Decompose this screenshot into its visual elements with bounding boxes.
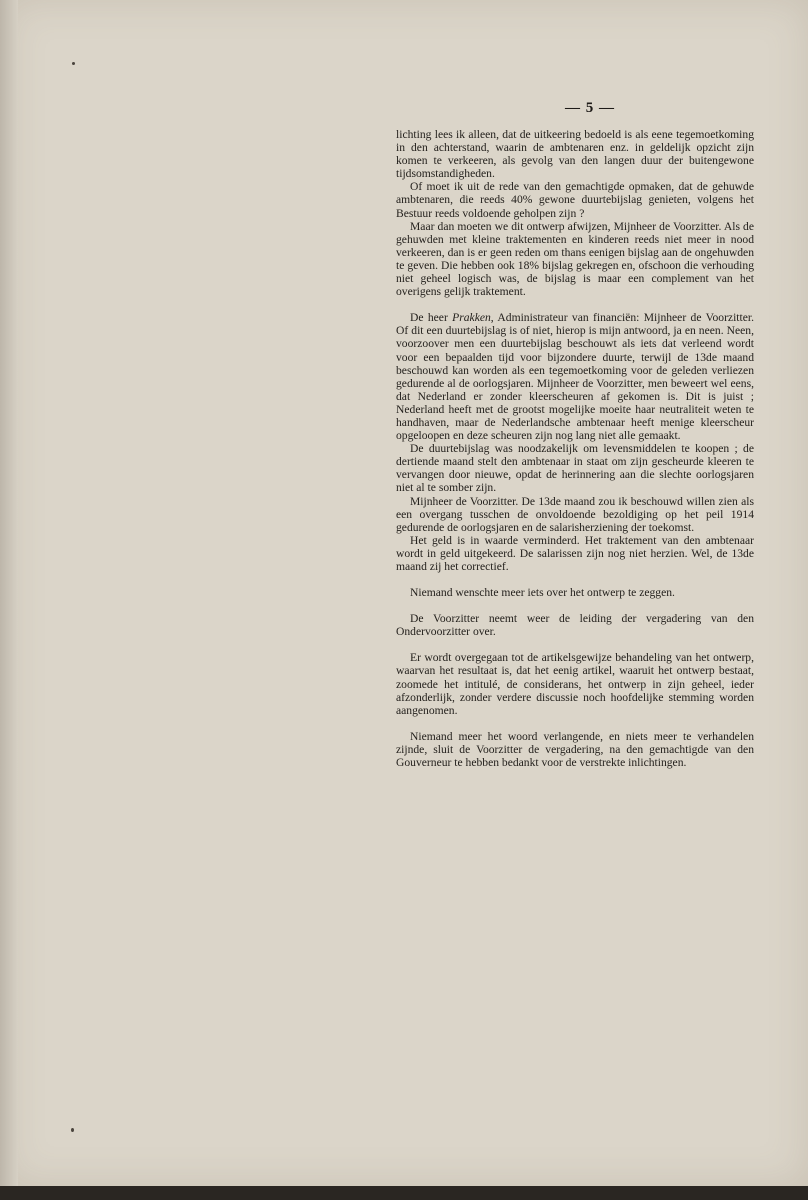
page-left-edge <box>0 0 18 1200</box>
paragraph-8: Niemand wenschte meer iets over het ontwerp te zeggen. <box>410 586 675 600</box>
paragraph-4-lead: De heer <box>410 311 453 325</box>
text-column <box>396 128 754 769</box>
paragraph-3: Maar dan moeten we dit ontwerp afwijzen, Mijnheer de Voorzitter. Als de gehuwden met kleine traktementen en kinderen reeds niet meer in nood verkeeren, dan is er geen reden om thans eenigen bijslag aan de ongehuwden te geven. Die hebben ook 18% bijslag gekregen en, ofschoon die verhouding niet geheel logisch was, de bijslag is maar een complement van het overigens gelijk traktement. <box>396 219 754 299</box>
paragraph-11: Niemand meer het woord verlangende, en niets meer te verhandelen zijnde, sluit de Voorzitter de vergadering, na den gemachtigde van den Gouverneur te hebben bedankt voor de verstrekte inlichtingen. <box>396 729 754 770</box>
scan-bottom-edge <box>0 1186 808 1200</box>
paragraph-9: De Voorzitter neemt weer de leiding der vergadering van den Ondervoorzitter over. <box>396 612 754 639</box>
paper-speck <box>72 62 75 65</box>
paragraph-2: Of moet ik uit de rede van den gemachtigde opmaken, dat de gehuwde ambtenaren, die reeds 40% gewone duurtebijslag genieten, volgens het Bestuur reeds voldoende geholpen zijn ? <box>396 180 754 220</box>
paper-speck <box>71 1128 74 1132</box>
paragraph-1: lichting lees ik alleen, dat de uitkeering bedoeld is als eene tegemoetkoming in den achterstand, waarin de ambtenaren enz. in geldelijk opzicht zijn komen te verkeeren, als gevolg van den langen duur der buitengewone tijdsomstandigheden. <box>396 128 754 181</box>
paragraph-10: Er wordt overgegaan tot de artikelsgewijze behandeling van het ontwerp, waarvan het resultaat is, dat het eenig artikel, waaruit het ontwerp bestaat, zoomede het intitulé, de considerans, het ontwerp in zijn geheel, ieder afzonderlijk, zonder verdere discussie noch hoofdelijke stemming worden aangenomen. <box>396 651 754 717</box>
paragraph-5: De duurtebijslag was noodzakelijk om levensmiddelen te koopen ; de dertiende maand stelt den ambtenaar in staat om zijn gescheurde kleeren te vervangen door nieuwe, opdat de herinnering aan die slechte oorlogsjaren niet al te somber zijn. <box>396 442 754 495</box>
paragraph-6: Mijnheer de Voorzitter. De 13de maand zou ik beschouwd willen zien als een overgang tusschen de onvoldoende bezoldiging op het peil 1914 gedurende de oorlogsjaren en de salarisherziening der toekomst. <box>396 494 754 534</box>
paragraph-4 <box>396 311 754 442</box>
page-number: — 5 — <box>565 100 615 116</box>
speaker-name: Prakken <box>452 311 491 325</box>
paragraph-7: Het geld is in waarde verminderd. Het traktement van den ambtenaar wordt in geld uitgekeerd. De salarissen zijn nog niet herzien. Wel, de 13de maand zij het correctief. <box>396 533 754 573</box>
paragraph-4-body: , Administrateur van financiën: Mijnheer de Voorzitter. Of dit een duurtebijslag is of niet, hierop is mijn antwoord, ja en neen. Neen, voorzoover men een duurtebijslag beschouwt als iets dat verleend wordt voor een bepaalden tijd voor bijzondere duurte, terwijl de 13de maand beschouwd kan worden als een tegemoetkoming voor de geleden verliezen gedurende al de oorlogsjaren. Mijnheer de Voorzitter, men beweert wel eens, dat Nederland er zonder kleerscheuren af gekomen is. Dit is juist ; Nederland heeft met de grootst mogelijke moeite haar neutraliteit weten te handhaven, maar de Nederlandsche ambtenaar heeft menige kleerscheur opgeloopen en deze scheuren zijn nog lang niet alle gemaakt. <box>396 311 755 443</box>
